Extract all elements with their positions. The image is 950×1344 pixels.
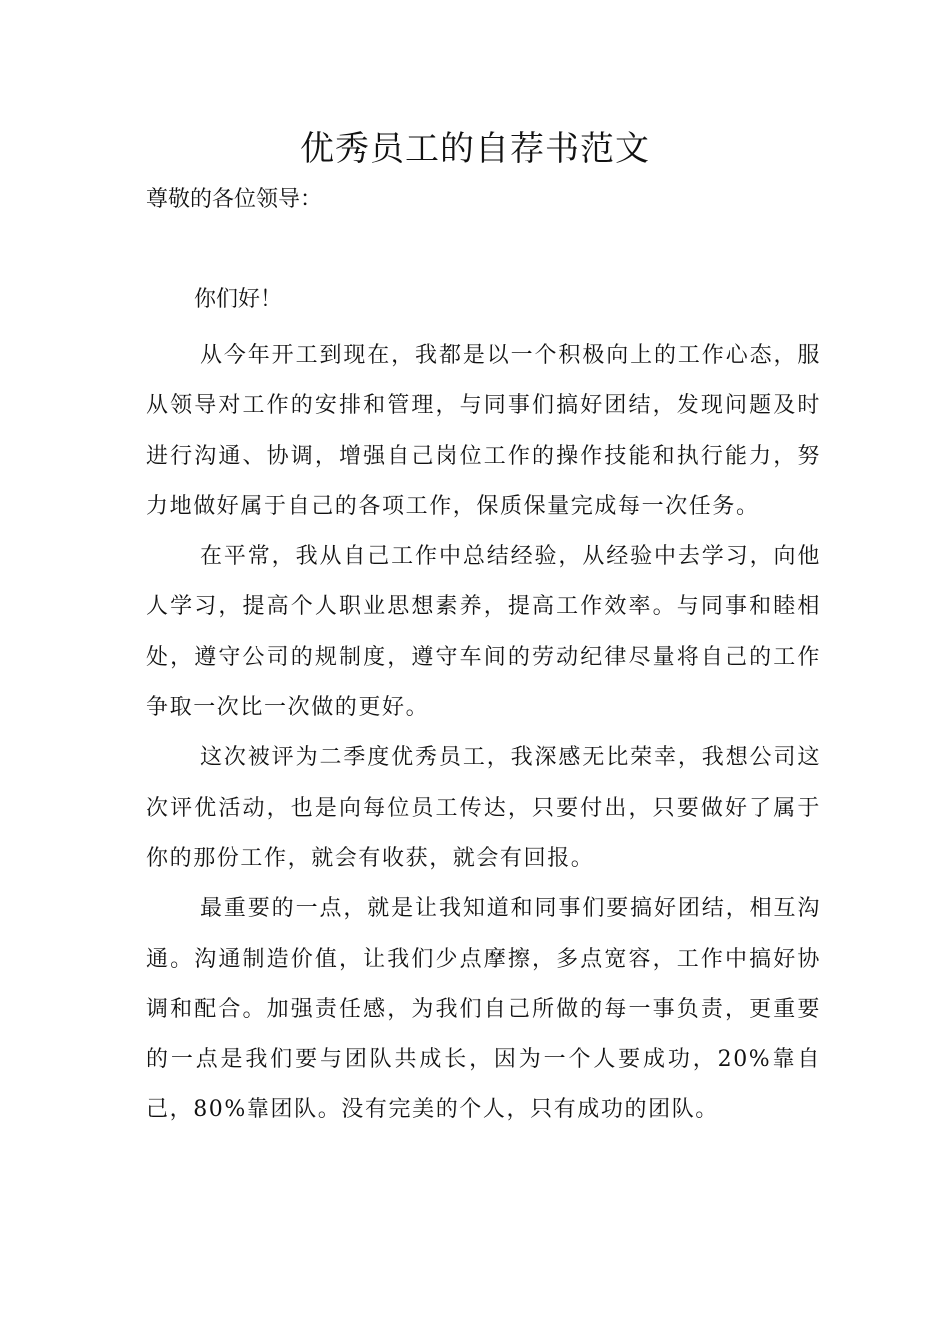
paragraph: 最重要的一点，就是让我知道和同事们要搞好团结，相互沟通。沟通制造价值，让我们少点摩擦，多点宽容，工作中搞好协调和配合。加强责任感，为我们自己所做的每一事负责，更重要的一点是我们要与团队共成长，因为一个人要成功，20%靠自己，80%靠团队。没有完美的个人，只有成功的团队。	[146, 896, 821, 1123]
salutation: 尊敬的各位领导：	[146, 187, 323, 212]
paragraph: 在平常，我从自己工作中总结经验，从经验中去学习，向他人学习，提高个人职业思想素养，提高工作效率。与同事和睦相处，遵守公司的规制度，遵守车间的劳动纪律尽量将自己的工作争取一次比一次做的更好。	[146, 544, 821, 721]
paragraph: 这次被评为二季度优秀员工，我深感无比荣幸，我想公司这次评优活动，也是向每位员工传达，只要付出，只要做好了属于你的那份工作，就会有收获，就会有回报。	[146, 745, 821, 871]
document-title: 优秀员工的自荐书范文	[300, 129, 650, 169]
greeting: 你们好！	[194, 287, 283, 312]
body-text	[146, 331, 821, 1136]
paragraph: 从今年开工到现在，我都是以一个积极向上的工作心态，服从领导对工作的安排和管理，与同事们搞好团结，发现问题及时进行沟通、协调，增强自己岗位工作的操作技能和执行能力，努力地做好属于自己的各项工作，保质保量完成每一次任务。	[146, 343, 821, 519]
